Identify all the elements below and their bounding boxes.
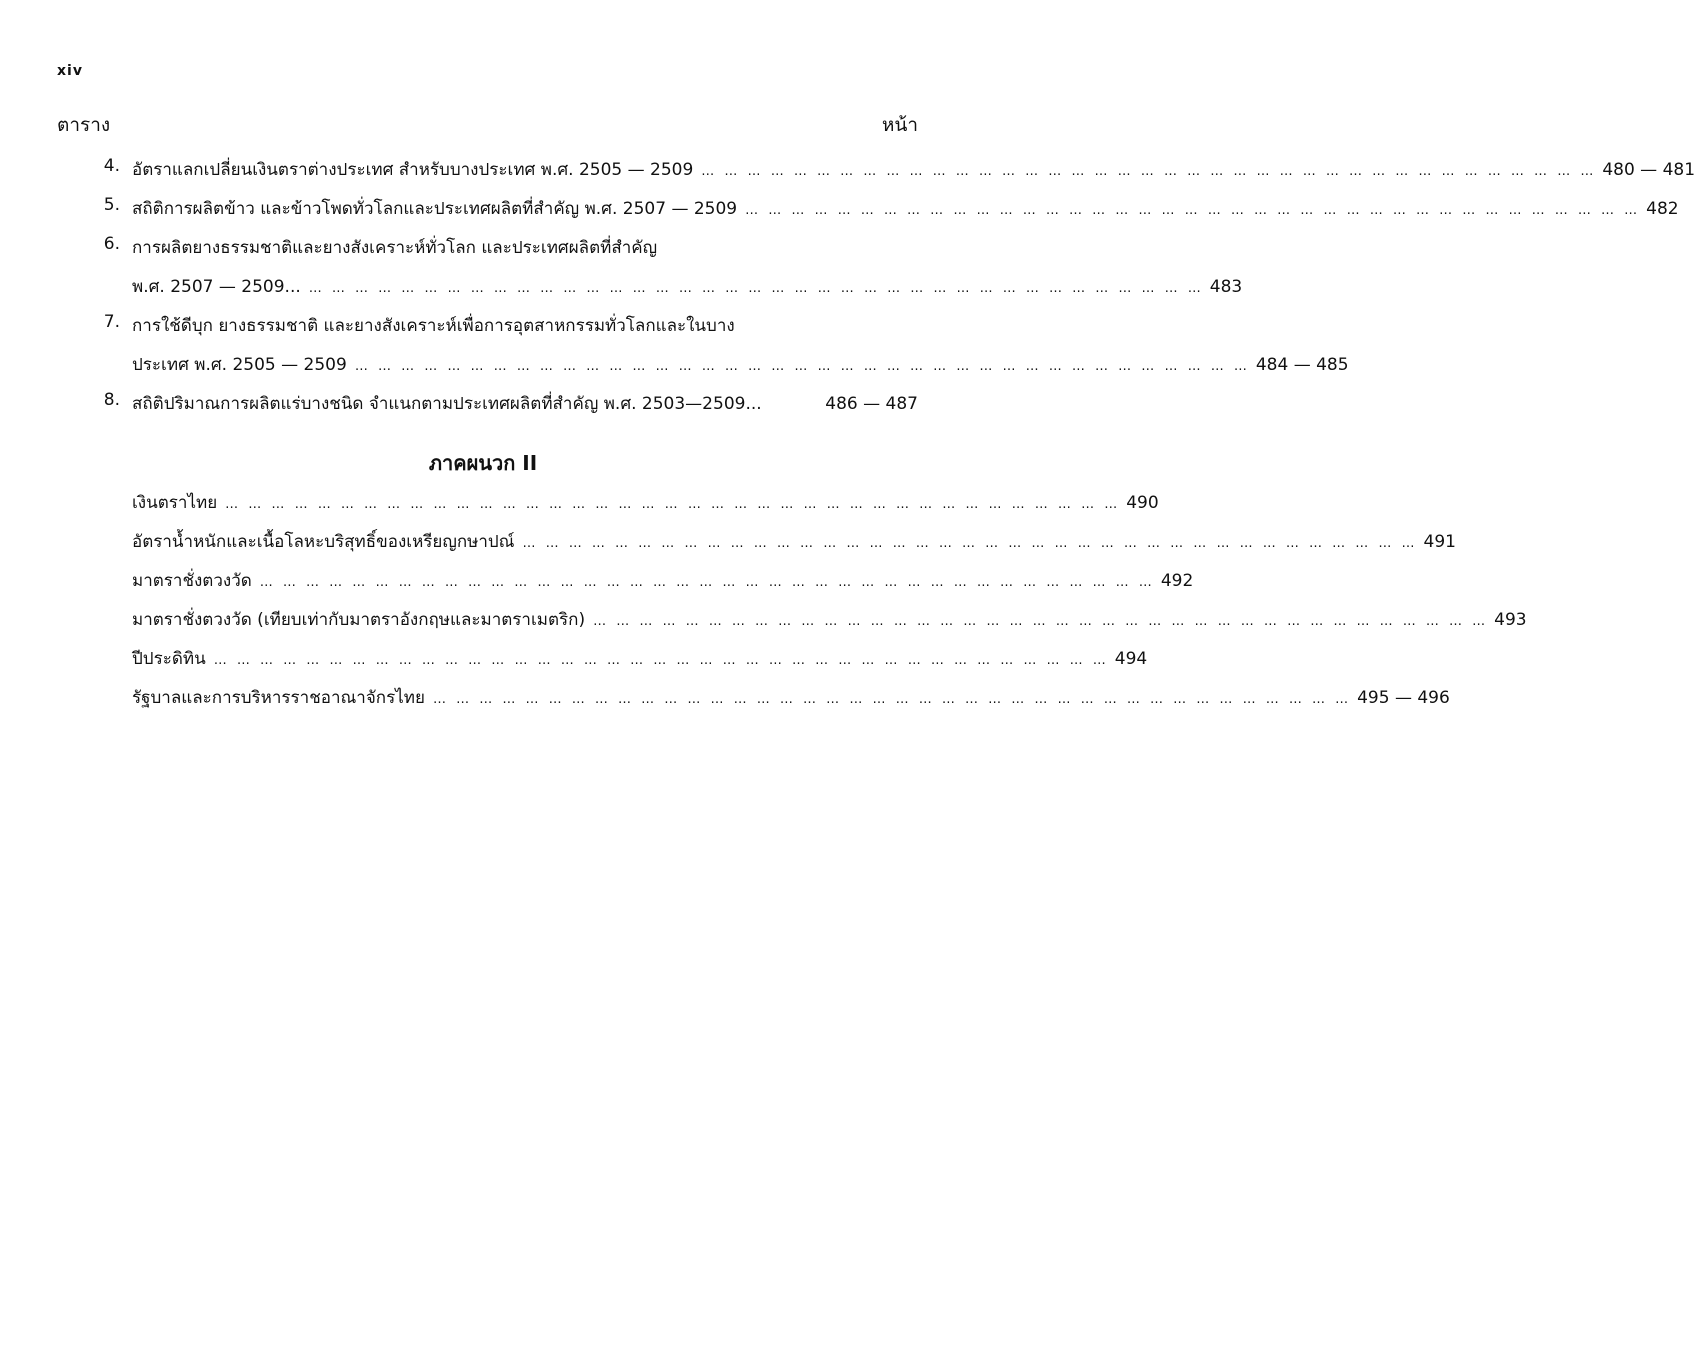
dot-leader: … … … … … … … … … … … … … … … … … … … … … … … … … … … … … … … … … … … … … … … bbox=[522, 536, 1418, 551]
entry-title: สถิติปริมาณการผลิตแร่บางชนิด จำแนกตามประเทศผลิตที่สำคัญ พ.ศ. 2503—2509... bbox=[132, 394, 762, 414]
entry-title: มาตราชั่งตวงวัด (เทียบเท่ากับมาตราอังกฤษและมาตราเมตริก) bbox=[132, 610, 586, 630]
entry-page: 490 bbox=[1126, 493, 1159, 513]
entry-number: 4. bbox=[103, 156, 120, 176]
column-header-page: หน้า bbox=[881, 114, 918, 136]
entry-title: สถิติการผลิตข้าว และข้าวโพดทั่วโลกและประเทศผลิตที่สำคัญ พ.ศ. 2507 — 2509 bbox=[132, 199, 738, 219]
entry-leader-row bbox=[132, 606, 1527, 633]
dot-leader: … … … … … … … … … … … … … … … … … … … … … … … … … … … … … … … … … … … … … … … bbox=[701, 164, 1597, 179]
column-header-table: ตาราง bbox=[57, 114, 111, 136]
entry-title: การผลิตยางธรรมชาติและยางสังเคราะห์ทั่วโลก และประเทศผลิตที่สำคัญ bbox=[132, 238, 658, 258]
dot-leader: … … … … … … … … … … … … … … … … … … … … … … … … … … … … … … … … … … … … … … … bbox=[354, 359, 1250, 374]
entry-page: 493 bbox=[1494, 610, 1527, 630]
entry-leader-row bbox=[132, 645, 1148, 672]
entry-page: 484 — 485 bbox=[1255, 355, 1349, 375]
entry-number: 5. bbox=[103, 195, 120, 215]
entry-leader-row bbox=[132, 351, 1349, 378]
entry-leader-row bbox=[132, 156, 1695, 183]
page-number: xiv bbox=[57, 63, 83, 79]
entry-page: 482 bbox=[1646, 199, 1679, 219]
dot-leader: … … … … … … … … … … … … … … … … … … … … … … … … … … … … … … … … … … … … … … … bbox=[308, 281, 1204, 296]
entry-title: การใช้ดีบุก ยางธรรมชาติ และยางสังเคราะห์เพื่อการอุตสาหกรรมทั่วโลกและในบาง bbox=[132, 316, 735, 336]
entry-leader-row bbox=[132, 390, 918, 417]
entry-title: รัฐบาลและการบริหารราชอาณาจักรไทย bbox=[132, 688, 425, 708]
entry-number: 8. bbox=[103, 390, 120, 410]
dot-leader: … … … … … … … … … … … … … … … … … … … … … … … … … … … … … … … … … … … … … … … bbox=[745, 203, 1641, 218]
entry-leader-row bbox=[132, 567, 1194, 594]
entry-leader-row bbox=[132, 273, 1243, 300]
entry-title: ปีประดิทิน bbox=[132, 649, 206, 669]
entry-number: 7. bbox=[103, 312, 120, 332]
dot-leader: … … … … … … … … … … … … … … … … … … … … … … … … … … … … … … … … … … … … … … … … bbox=[432, 692, 1352, 707]
entry-leader-row bbox=[132, 684, 1450, 711]
entry-title: มาตราชั่งตวงวัด bbox=[132, 571, 252, 591]
entry-number: 6. bbox=[103, 234, 120, 254]
entry-page: 494 bbox=[1114, 649, 1148, 669]
dot-leader: … … … … … … … … … … … … … … … … … … … … … … … … … … … … … … … … … … … … … … … bbox=[213, 653, 1109, 668]
entry-title: อัตราแลกเปลี่ยนเงินตราต่างประเทศ สำหรับบางประเทศ พ.ศ. 2505 — 2509 bbox=[132, 160, 694, 180]
entry-title-cont: พ.ศ. 2507 — 2509... bbox=[132, 277, 301, 297]
dot-leader: … … … … … … … … … … … … … … … … … … … … … … … … … … … … … … … … … … … … … … … bbox=[225, 497, 1121, 512]
dot-leader: … … … … … … … … … … … … … … … … … … … … … … … … … … … … … … … … … … … … … … … bbox=[259, 575, 1155, 590]
entry-title: เงินตราไทย bbox=[132, 493, 218, 513]
dot-leader: … … … … … … … … … … … … … … … … … … … … … … … … … … … … … … … … … … … … … … … bbox=[593, 614, 1489, 629]
entry-leader-row bbox=[132, 528, 1456, 555]
entry-leader-row bbox=[132, 489, 1159, 516]
entry-title-cont: ประเทศ พ.ศ. 2505 — 2509 bbox=[132, 355, 347, 375]
entry-page: 486 — 487 bbox=[825, 394, 918, 414]
entry-page: 491 bbox=[1423, 532, 1456, 552]
entry-title: อัตราน้ำหนักและเนื้อโลหะบริสุทธิ์ของเหรียญกษาปณ์ bbox=[132, 532, 515, 552]
appendix-title: ภาคผนวก II bbox=[428, 451, 538, 475]
entry-leader-row bbox=[132, 195, 1679, 222]
entry-page: 495 — 496 bbox=[1357, 688, 1450, 708]
entry-page: 492 bbox=[1160, 571, 1194, 591]
entry-page: 483 bbox=[1209, 277, 1243, 297]
entry-page: 480 — 481 bbox=[1602, 160, 1695, 180]
